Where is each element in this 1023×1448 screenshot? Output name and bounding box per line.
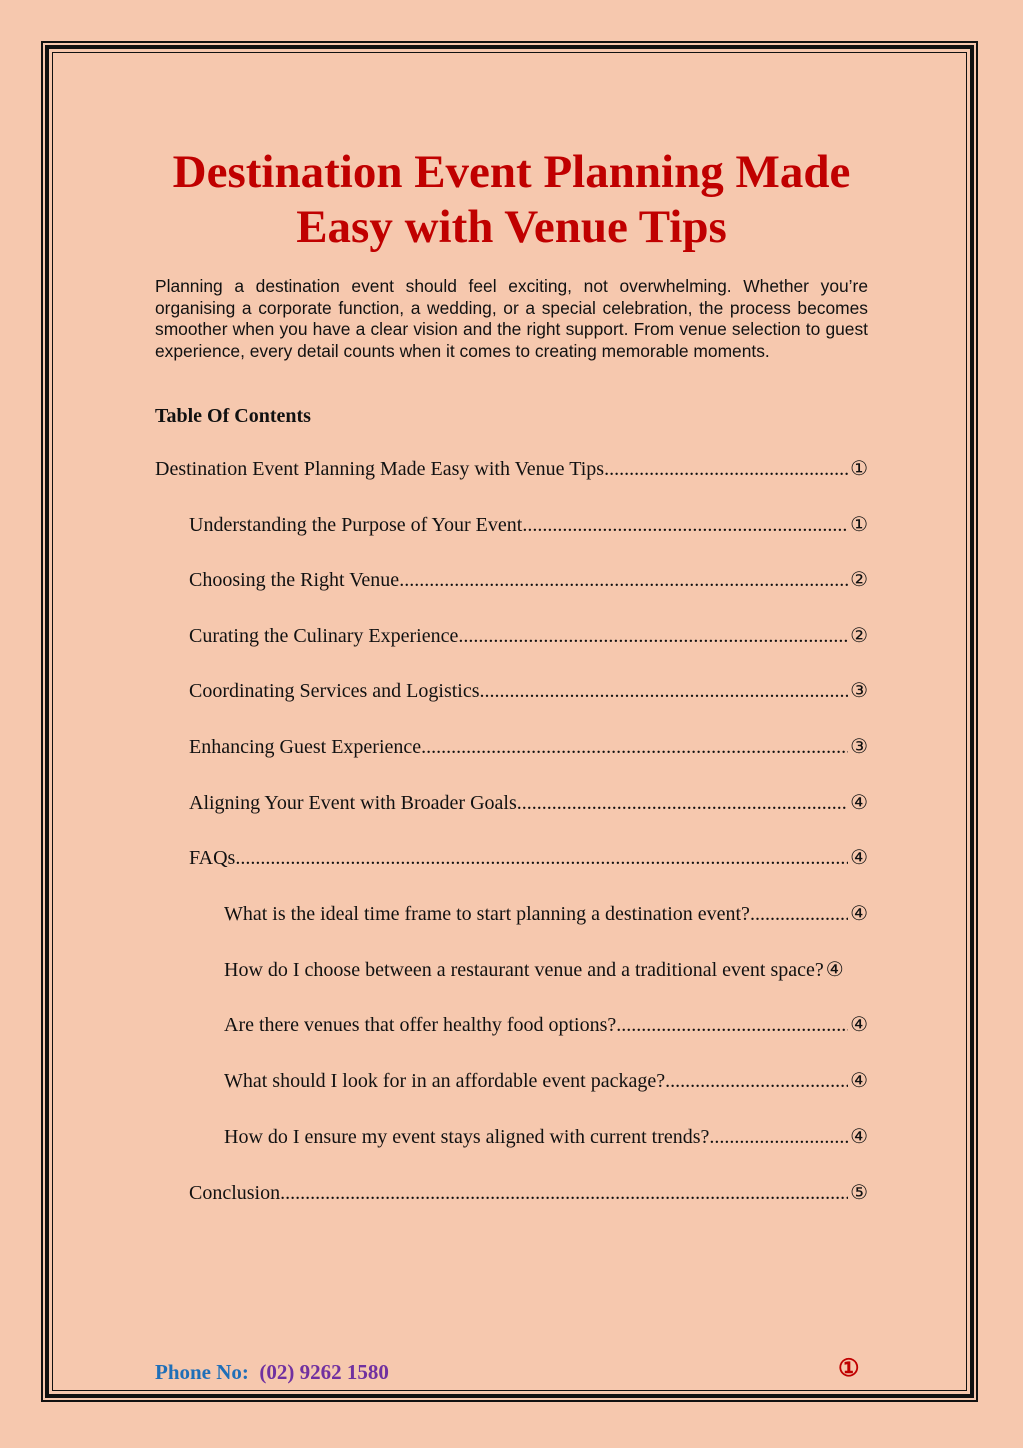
title-line-2: Easy with Venue Tips [296,201,727,253]
toc-leader-dots [604,456,848,482]
toc-entry-page: ④ [825,959,844,981]
toc-entry-page: ① [850,514,868,536]
page-number: ① [838,1356,860,1382]
toc-entry-label: Coordinating Services and Logistics [189,680,480,702]
toc-leader-dots [421,734,848,760]
document-title [100,145,923,255]
toc-entry-label: Curating the Culinary Experience [189,625,459,647]
toc-entry-page: ④ [850,847,868,869]
toc-leader-dots [517,790,848,816]
toc-entry-label: Are there venues that offer healthy food options? [224,1014,617,1036]
toc-entry-label: Enhancing Guest Experience [189,736,422,758]
toc-entry-label: Destination Event Planning Made Easy with Venue Tips [155,458,605,480]
toc-entry-label: How do I ensure my event stays aligned with current trends? [224,1126,710,1148]
toc-leader-dots [616,1012,848,1038]
toc-heading: Table Of Contents [155,405,311,427]
toc-entry[interactable] [224,1124,868,1150]
toc-leader-dots [665,1068,848,1094]
toc-entry[interactable] [189,734,868,760]
toc-leader-dots [522,512,848,538]
toc-entry[interactable] [189,623,868,649]
toc-entry-page: ③ [850,680,868,702]
toc-entry-page: ③ [850,736,868,758]
toc-entry-page: ④ [850,1070,868,1092]
toc-entry[interactable] [189,512,868,538]
phone-number[interactable]: (02) 9262 1580 [259,1360,389,1384]
toc-leader-dots [399,567,848,593]
toc-entry-page: ② [850,569,868,591]
toc-leader-dots [480,678,849,704]
toc-entry-label: What should I look for in an affordable event package? [224,1070,666,1092]
toc-entry-label: FAQs [189,847,236,869]
toc-leader-dots [458,623,848,649]
title-line-1: Destination Event Planning Made [172,146,851,198]
toc-entry[interactable] [224,901,868,927]
toc-entry[interactable] [189,790,868,816]
toc-entry[interactable] [224,1068,868,1094]
toc-entry-label: How do I choose between a restaurant venue and a traditional event space? [224,959,824,981]
intro-paragraph: Planning a destination event should feel exciting, not overwhelming. Whether you’re organising a corporate function, a wedding, or a special celebration, the process becomes smoother when you have a clear vision and the right support. From venue selection to guest experience, every detail counts when it comes to creating memorable moments. [155,276,868,361]
toc-entry-page: ⑤ [850,1182,868,1204]
toc-entry-page: ④ [850,1126,868,1148]
toc-entry[interactable] [224,957,844,983]
toc-entry[interactable] [189,567,868,593]
toc-entry[interactable] [189,845,868,871]
toc-leader-dots [280,1180,848,1206]
phone-label: Phone No: [155,1360,249,1384]
toc-leader-dots [235,845,848,871]
toc-entry-page: ④ [850,903,868,925]
toc-entry-label: Conclusion [189,1182,281,1204]
toc-entry[interactable] [155,456,868,482]
toc-entry[interactable] [189,1180,868,1206]
toc-entry-label: Choosing the Right Venue [189,569,400,591]
toc-entry-page: ④ [850,1014,868,1036]
toc-entry-label: Aligning Your Event with Broader Goals [189,792,517,814]
toc-leader-dots [709,1124,848,1150]
toc-entry-page: ④ [850,792,868,814]
toc-entry[interactable] [224,1012,868,1038]
toc-leader-dots [750,901,848,927]
footer-phone [155,1360,389,1385]
toc-entry-label: Understanding the Purpose of Your Event [189,514,523,536]
toc-entry-label: What is the ideal time frame to start planning a destination event? [224,903,750,925]
toc-entry-page: ① [850,458,868,480]
toc-entry-page: ② [850,625,868,647]
toc-entry[interactable] [189,678,868,704]
